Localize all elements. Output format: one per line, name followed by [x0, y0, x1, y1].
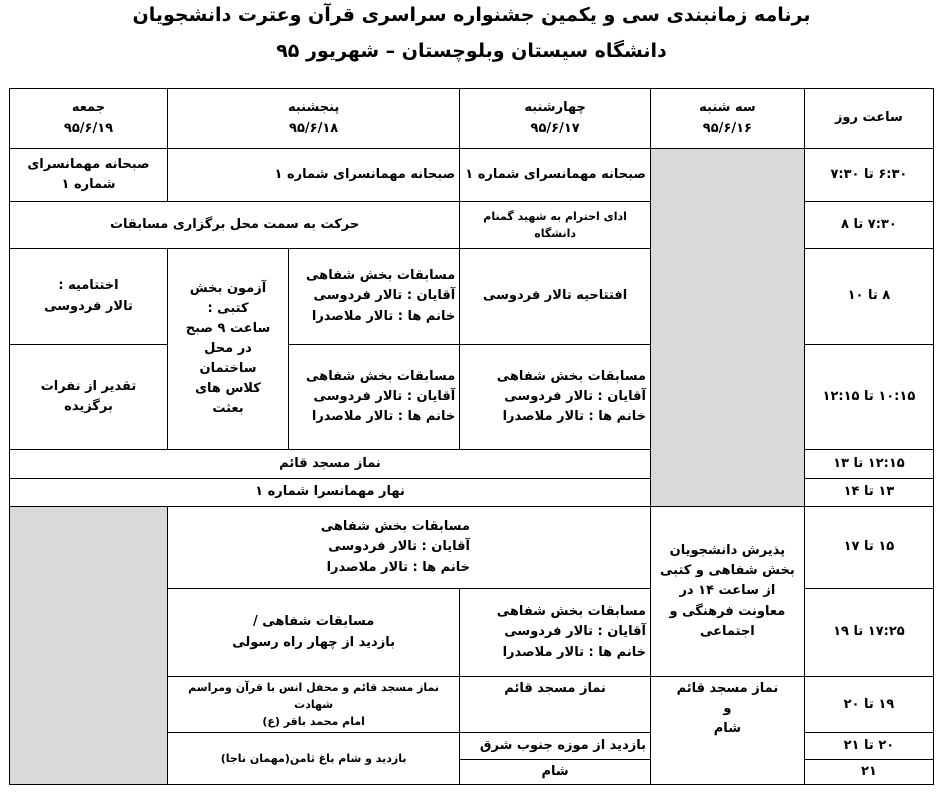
time-cell: ۲۱ — [804, 760, 933, 785]
wed-oral-cell: مسابقات بخش شفاهی آقایان : تالار فردوسی خانم ها : تالار ملاصدرا — [460, 345, 651, 450]
thu-garden-cell: بازدید و شام باغ ثامن(مهمان ناجا) — [167, 733, 459, 785]
friday-empty-cell — [10, 507, 168, 785]
tuesday-empty-cell — [650, 149, 804, 507]
fri-honor-cell: تقدیر از نفرات برگزیده — [10, 345, 168, 450]
wed-breakfast-cell: صبحانه مهمانسرای شماره ۱ — [460, 149, 651, 202]
thu-oral-visit-cell: مسابقات شفاهی / بازدید از چهار راه رسولی — [167, 589, 459, 677]
header-tuesday: سه شنبه ۹۵/۶/۱۶ — [650, 89, 804, 149]
thu-breakfast-cell: صبحانه مهمانسرای شماره ۱ — [167, 149, 459, 202]
time-cell: ۱۵ تا ۱۷ — [804, 507, 933, 589]
header-friday: جمعه ۹۵/۶/۱۹ — [10, 89, 168, 149]
time-cell: ۸ تا ۱۰ — [804, 249, 933, 345]
tue-reception-cell: پذیرش دانشجویان بخش شفاهی و کتبی از ساعت ۱۴ در معاونت فرهنگی و اجتماعی — [650, 507, 804, 677]
noon-prayer-cell: نماز مسجد قائم — [10, 450, 651, 479]
wed-thu-oral-cell: مسابقات بخش شفاهی آقایان : تالار فردوسی خانم ها : تالار ملاصدرا — [167, 507, 650, 589]
lunch-cell: نهار مهمانسرا شماره ۱ — [10, 479, 651, 507]
header-thursday: پنجشنبه ۹۵/۶/۱۸ — [167, 89, 459, 149]
move-to-venue-cell: حرکت به سمت محل برگزاری مسابقات — [10, 202, 460, 249]
schedule-table — [9, 88, 934, 785]
header-row — [10, 89, 934, 149]
time-cell: ۱۳ تا ۱۴ — [804, 479, 933, 507]
tue-prayer-dinner-cell: نماز مسجد قائم و شام — [650, 677, 804, 785]
wed-tribute-cell: ادای احترام به شهید گمنام دانشگاه — [460, 202, 651, 249]
fri-breakfast-cell: صبحانه مهمانسرای شماره ۱ — [10, 149, 168, 202]
thu-prayer-ceremony-cell: نماز مسجد قائم و محفل انس با قرآن ومراسم شهادت امام محمد باقر (ع) — [167, 677, 459, 733]
wed-dinner-cell: شام — [460, 760, 651, 785]
time-cell: ۶:۳۰ تا ۷:۳۰ — [804, 149, 933, 202]
wed-oral-cell-2: مسابقات بخش شفاهی آقایان : تالار فردوسی خانم ها : تالار ملاصدرا — [460, 589, 651, 677]
table-row — [10, 507, 934, 589]
thu-oral-cell: مسابقات بخش شفاهی آقایان : تالار فردوسی خانم ها : تالار ملاصدرا — [289, 249, 460, 345]
wed-prayer-cell: نماز مسجد قائم — [460, 677, 651, 733]
fri-closing-cell: اختتامیه : تالار فردوسی — [10, 249, 168, 345]
thu-written-exam-cell: آزمون بخش کتبی : ساعت ۹ صبح در محل ساختمان کلاس های بعثت — [167, 249, 288, 450]
time-cell: ۷:۳۰ تا ۸ — [804, 202, 933, 249]
page-title: برنامه زمانبندی سی و یکمین جشنواره سراسری قرآن وعترت دانشجویان — [132, 4, 811, 26]
time-cell: ۱۹ تا ۲۰ — [804, 677, 933, 733]
header-time: ساعت روز — [804, 89, 933, 149]
thu-oral-cell-2: مسابقات بخش شفاهی آقایان : تالار فردوسی خانم ها : تالار ملاصدرا — [289, 345, 460, 450]
header-wednesday: چهارشنبه ۹۵/۶/۱۷ — [460, 89, 651, 149]
page-subtitle: دانشگاه سیستان وبلوچستان – شهریور ۹۵ — [276, 40, 667, 62]
table-row — [10, 149, 934, 202]
wed-opening-cell: افتتاحیه تالار فردوسی — [460, 249, 651, 345]
time-cell: ۱۲:۱۵ تا ۱۳ — [804, 450, 933, 479]
time-cell: ۲۰ تا ۲۱ — [804, 733, 933, 760]
time-cell: ۱۷:۲۵ تا ۱۹ — [804, 589, 933, 677]
time-cell: ۱۰:۱۵ تا ۱۲:۱۵ — [804, 345, 933, 450]
wed-museum-cell: بازدید از موزه جنوب شرق — [460, 733, 651, 760]
